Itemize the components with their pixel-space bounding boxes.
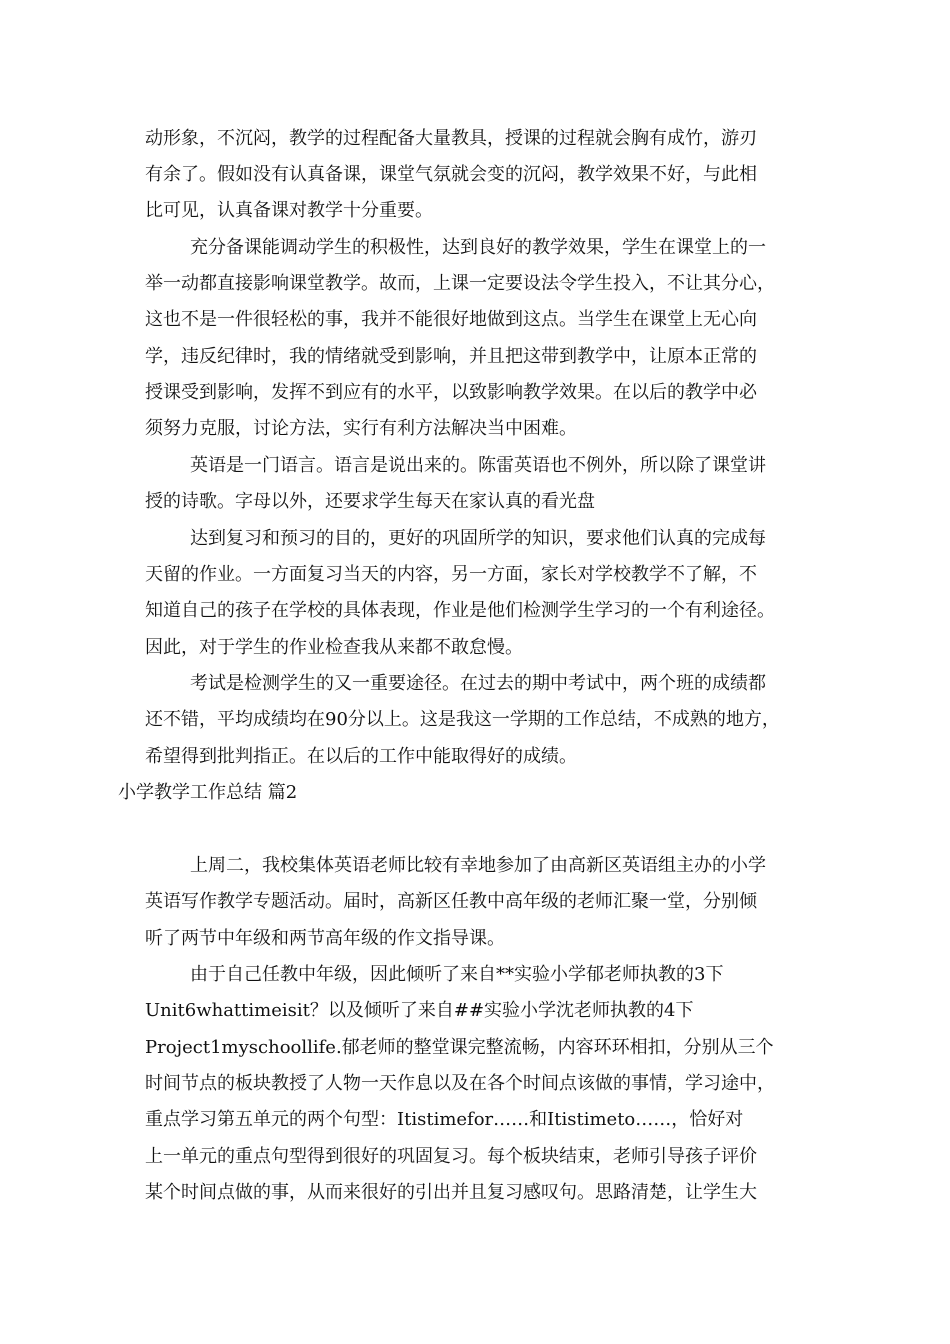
text-line: 举一动都直接影响课堂教学。故而，上课一定要设法令学生投入，不让其分心， (145, 273, 775, 294)
text-line: 动形象，不沉闷，教学的过程配备大量教具，授课的过程就会胸有成竹，游刃 (145, 128, 757, 149)
text-line: 比可见，认真备课对教学十分重要。 (145, 200, 433, 221)
paragraph-start: 充分备课能调动学生的积极性，达到良好的教学效果，学生在课堂上的一 (190, 237, 766, 258)
paragraph-start: 考试是检测学生的又一重要途径。在过去的期中考试中，两个班的成绩都 (190, 673, 766, 694)
text-line: 天留的作业。一方面复习当天的内容，另一方面，家长对学校教学不了解，不 (145, 564, 757, 585)
text-line: 时间节点的板块教授了人物一天作息以及在各个时间点该做的事情，学习途中， (145, 1073, 775, 1094)
text-line: 希望得到批判指正。在以后的工作中能取得好的成绩。 (145, 746, 577, 767)
text-line: 重点学习第五单元的两个句型：Itistimefor……和Itistimeto……，恰好对 (145, 1109, 744, 1130)
text-line: Project1myschoollife.郁老师的整堂课完整流畅，内容环环相扣，分别从三个 (145, 1037, 774, 1058)
paragraph-start: 上周二，我校集体英语老师比较有幸地参加了由高新区英语组主办的小学 (190, 855, 766, 876)
text-line: 某个时间点做的事，从而来很好的引出并且复习感叹句。思路清楚，让学生大 (145, 1182, 757, 1203)
paragraph-start: 由于自己任教中年级，因此倾听了来自**实验小学郁老师执教的3下 (190, 964, 724, 985)
text-line: 上一单元的重点句型得到很好的巩固复习。每个板块结束，老师引导孩子评价 (145, 1146, 757, 1167)
text-line: 听了两节中年级和两节高年级的作文指导课。 (145, 928, 505, 949)
text-line: 学，违反纪律时，我的情绪就受到影响，并且把这带到教学中，让原本正常的 (145, 346, 757, 367)
text-line: 有余了。假如没有认真备课，课堂气氛就会变的沉闷，教学效果不好，与此相 (145, 164, 757, 185)
text-line: 授的诗歌。字母以外，还要求学生每天在家认真的看光盘 (145, 491, 595, 512)
paragraph-start: 达到复习和预习的目的，更好的巩固所学的知识，要求他们认真的完成每 (190, 528, 766, 549)
text-line: Unit6whattimeisit？以及倾听了来自##实验小学沈老师执教的4下 (145, 1000, 694, 1021)
text-line: 因此，对于学生的作业检查我从来都不敢怠慢。 (145, 637, 523, 658)
text-line: 英语写作教学专题活动。届时，高新区任教中高年级的老师汇聚一堂，分别倾 (145, 891, 757, 912)
text-line: 须努力克服，讨论方法，实行有利方法解决当中困难。 (145, 418, 577, 439)
text-line: 授课受到影响，发挥不到应有的水平，以致影响教学效果。在以后的教学中必 (145, 382, 757, 403)
text-line: 这也不是一件很轻松的事，我并不能很好地做到这点。当学生在课堂上无心向 (145, 309, 757, 330)
text-line: 知道自己的孩子在学校的具体表现，作业是他们检测学生学习的一个有利途径。 (145, 600, 775, 621)
section-heading: 小学教学工作总结 篇2 (118, 782, 298, 803)
paragraph-start: 英语是一门语言。语言是说出来的。陈雷英语也不例外，所以除了课堂讲 (190, 455, 766, 476)
text-line: 还不错，平均成绩均在90分以上。这是我这一学期的工作总结，不成熟的地方， (145, 709, 780, 730)
